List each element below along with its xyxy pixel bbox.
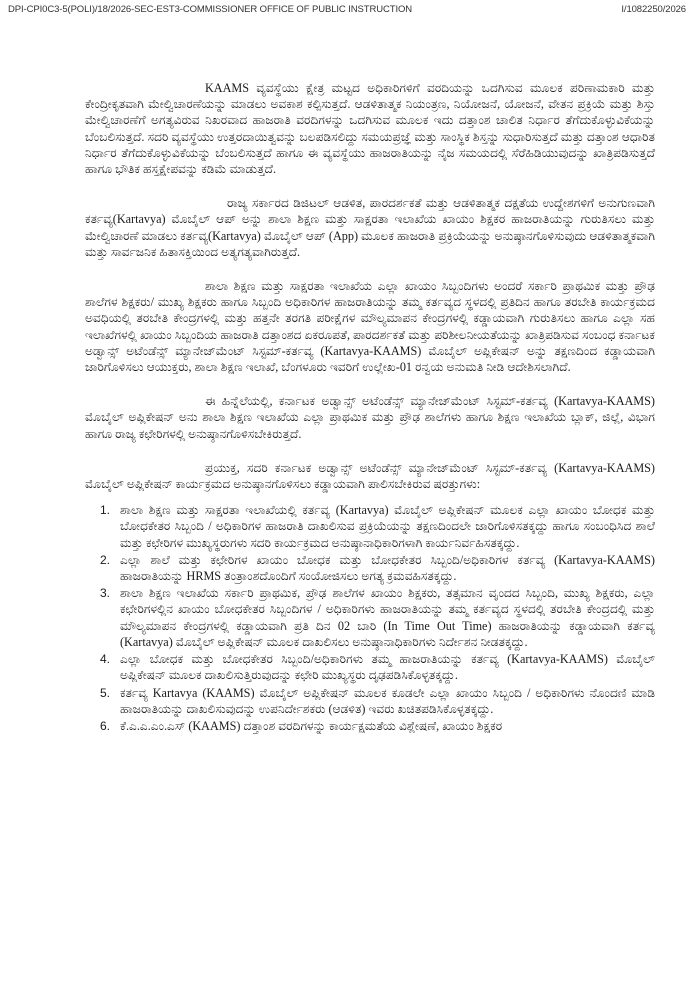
document-number: I/1082250/2026 (621, 4, 686, 15)
document-body (85, 80, 655, 735)
condition-item (100, 685, 655, 717)
condition-number: 1. (100, 503, 111, 518)
condition-number: 4. (100, 652, 111, 667)
paragraph-attendance-mandate: ಶಾಲಾ ಶಿಕ್ಷಣ ಮತ್ತು ಸಾಕ್ಷರತಾ ಇಲಾಖೆಯ ಎಲ್ಲಾ ಖಾಯಂ ಸಿಬ್ಬಂದಿಗಳು ಅಂದರೆ ಸರ್ಕಾರಿ ಪ್ರಾಥಮಿಕ ಮತ್ತು ಪ್ರೌಢ ಶಾಲೆಗಳ ಶಿಕ್ಷಕರು/ ಮುಖ್ಯ ಶಿಕ್ಷಕರು ಹಾಗೂ ಸಿಬ್ಬಂದಿ ಅಧಿಕಾರಿಗಳ ಹಾಜರಾತಿಯನ್ನು ತಮ್ಮ ಕರ್ತವ್ಯದ ಸ್ಥಳದಲ್ಲಿ ಪ್ರತಿದಿನ ಹಾಗೂ ತರಬೇತಿ ಕಾರ್ಯಕ್ರಮದ ಅವಧಿಯಲ್ಲಿ ತರಬೇತಿ ಕೇಂದ್ರಗಳಲ್ಲಿ ಮತ್ತು ಹತ್ತನೇ ತರಗತಿ ಪರೀಕ್ಷೆಗಳ ಮೌಲ್ಯಮಾಪನ ಕೇಂದ್ರಗಳಲ್ಲಿ ಕಡ್ಡಾಯವಾಗಿ ಗುರುತಿಸಲು ಹಾಗೂ ಎಲ್ಲಾ ಸಹ ಇಲಾಖೆಗಳಲ್ಲಿ ಖಾಯಂ ಸಿಬ್ಬಂದಿಯ ಹಾಜರಾತಿ ದತ್ತಾಂಶದ ಏಕರೂಪತೆ, ಪಾರದರ್ಶಕತೆ ಮತ್ತು ಪರಿಶೀಲನೀಯತೆಯನ್ನು ಖಾತ್ರಿಪಡಿಸುವ ಸಂಬಂಧ ಕರ್ನಾಟಕ ಅಡ್ವಾನ್ಸ್ ಅಟೆಂಡೆನ್ಸ್ ಮ್ಯಾನೇಜ್‌ಮೆಂಟ್ ಸಿಸ್ಟಮ್-ಕರ್ತವ್ಯ (Kartavya-KAAMS) ಮೊಬೈಲ್ ಅಪ್ಲಿಕೇಷನ್ ಅನ್ನು ತಕ್ಷಣದಿಂದ ಕಡ್ಡಾಯವಾಗಿ ಜಾರಿಗೊಳಿಸಲು ಆಯುಕ್ತರು, ಶಾಲಾ ಶಿಕ್ಷಣ ಇಲಾಖೆ, ಬೆಂಗಳೂರು ಇವರಿಗೆ ಉಲ್ಲೇಖ-01 ರನ್ವಯ ಅನುಮತಿ ನೀಡಿ ಆದೇಶಿಸಲಾಗಿದೆ. (85, 279, 656, 375)
condition-item (100, 502, 655, 551)
conditions-list (85, 502, 655, 734)
condition-item (100, 585, 655, 650)
condition-item (100, 651, 655, 683)
condition-number: 5. (100, 685, 111, 700)
paragraph-conditions-intro: ಪ್ರಯುಕ್ತ, ಸದರಿ ಕರ್ನಾಟಕ ಅಡ್ವಾನ್ಸ್ ಅಟೆಂಡೆನ್ಸ್ ಮ್ಯಾನೇಜ್‌ಮೆಂಟ್ ಸಿಸ್ಟಮ್-ಕರ್ತವ್ಯ (Kartavya-KAAMS) ಮೊಬೈಲ್ ಅಪ್ಲಿಕೇಷನ್ ಕಾರ್ಯಕ್ರಮದ ಅನುಷ್ಠಾನಗೊಳಿಸಲು ಕಡ್ಡಾಯವಾಗಿ ಪಾಲಿಸಬೇಕಿರುವ ಷರತ್ತುಗಳು: (85, 460, 655, 492)
paragraph-digital-governance: ರಾಜ್ಯ ಸರ್ಕಾರದ ಡಿಜಿಟಲ್ ಆಡಳಿತ, ಪಾರದರ್ಶಕತೆ ಮತ್ತು ಆಡಳಿತಾತ್ಮಕ ದಕ್ಷತೆಯ ಉದ್ದೇಶಗಳಿಗೆ ಅನುಗುಣವಾಗಿ ಕರ್ತವ್ಯ(Kartavya) ಮೊಬೈಲ್ ಆಪ್ ಅನ್ನು ಶಾಲಾ ಶಿಕ್ಷಣ ಮತ್ತು ಸಾಕ್ಷರತಾ ಇಲಾಖೆಯ ಖಾಯಂ ಶಿಕ್ಷಕರ ಹಾಜರಾತಿಯನ್ನು ಗುರುತಿಸಲು ಮತ್ತು ಮೇಲ್ವಿಚಾರಣೆ ಮಾಡಲು ಕರ್ತವ್ಯ(Kartavya) ಮೊಬೈಲ್ ಆಪ್ (App) ಮೂಲಕ ಹಾಜರಾತಿ ಪ್ರಕ್ರಿಯೆಯನ್ನು ಅನುಷ್ಠಾನಗೊಳಿಸುವುದು ಆಡಳಿತಾತ್ಮಕವಾಗಿ ಮತ್ತು ಸಾರ್ವಜನಿಕ ಹಿತಾಸಕ್ತಿಯಿಂದ ಅತ್ಯಗತ್ಯವಾಗಿರುತ್ತದೆ. (85, 196, 655, 259)
condition-text: ಕರ್ತವ್ಯ Kartavya (KAAMS) ಮೊಬೈಲ್ ಅಪ್ಲಿಕೇಷನ್ ಮೂಲಕ ಕೂಡಲೇ ಎಲ್ಲಾ ಖಾಯಂ ಸಿಬ್ಬಂದಿ / ಅಧಿಕಾರಿಗಳು ನೊಂದಣಿ ಮಾಡಿ ಹಾಜರಾತಿಯನ್ನು ದಾಖಲಿಸುವುದನ್ನು ಉಪನಿರ್ದೇಶಕರು (ಆಡಳಿತ) ಇವರು ಖಚಿತಪಡಿಸಿಕೊಳ್ಳತಕ್ಕದ್ದು. (120, 685, 655, 716)
condition-text: ಎಲ್ಲಾ ಬೋಧಕ ಮತ್ತು ಬೋಧಕೇತರ ಸಿಬ್ಬಂದಿ/ಅಧಿಕಾರಿಗಳು ತಮ್ಮ ಹಾಜರಾತಿಯನ್ನು ಕರ್ತವ್ಯ (Kartavya-KAAMS) ಮೊಬೈಲ್ ಅಪ್ಲಿಕೇಷನ್ ಮೂಲಕ ದಾಖಲಿಸುತ್ತಿರುವುದನ್ನು ಕಛೇರಿ ಮುಖ್ಯಸ್ಥರು ದೃಢಪಡಿಸಿಕೊಳ್ಳತಕ್ಕದ್ದು. (120, 652, 655, 683)
page-header (8, 4, 686, 18)
condition-number: 2. (100, 552, 111, 567)
paragraph-implementation-scope: ಈ ಹಿನ್ನೆಲೆಯಲ್ಲಿ, ಕರ್ನಾಟಕ ಅಡ್ವಾನ್ಸ್ ಅಟೆಂಡೆನ್ಸ್ ಮ್ಯಾನೇಜ್‌ಮೆಂಟ್ ಸಿಸ್ಟಮ್-ಕರ್ತವ್ಯ (Kartavya-KAAMS) ಮೊಬೈಲ್ ಅಪ್ಲಿಕೇಷನ್ ಅನು ಶಾಲಾ ಶಿಕ್ಷಣ ಇಲಾಖೆಯ ಎಲ್ಲಾ ಪ್ರಾಥಮಿಕ ಮತ್ತು ಪ್ರೌಢ ಶಾಲೆಗಳು ಹಾಗೂ ಶಿಕ್ಷಣ ಇಲಾಖೆಯ ಬ್ಲಾಕ್, ಜಿಲ್ಲೆ, ವಿಭಾಗ ಹಾಗೂ ರಾಜ್ಯ ಕಛೇರಿಗಳಲ್ಲಿ ಅನುಷ್ಠಾನಗೊಳಿಸಬೇಕಿರುತ್ತದೆ. (85, 394, 655, 441)
condition-number: 3. (100, 586, 111, 601)
condition-text: ಶಾಲಾ ಶಿಕ್ಷಣ ಇಲಾಖೆಯ ಸರ್ಕಾರಿ ಪ್ರಾಥಮಿಕ, ಪ್ರೌಢ ಶಾಲೆಗಳ ಖಾಯಂ ಶಿಕ್ಷಕರು, ತತ್ಸಮಾನ ವೃಂದದ ಸಿಬ್ಬಂದಿ, ಮುಖ್ಯ ಶಿಕ್ಷಕರು, ಎಲ್ಲಾ ಕಛೇರಿಗಳಲ್ಲಿನ ಖಾಯಂ ಬೋಧಕೇತರ ಸಿಬ್ಬಂದಿಗಳ / ಅಧಿಕಾರಿಗಳು ಹಾಜರಾತಿಯನ್ನು ತಮ್ಮ ಕರ್ತವ್ಯದ ಸ್ಥಳದಲ್ಲಿ ತರಬೇತಿ ಕೇಂದ್ರದಲ್ಲಿ ಮತ್ತು ಮೌಲ್ಯಮಾಪನ ಕೇಂದ್ರಗಳಲ್ಲಿ ಕಡ್ಡಾಯವಾಗಿ ಪ್ರತಿ ದಿನ 02 ಬಾರಿ (In Time Out Time) ಹಾಜರಾತಿಯನ್ನು ಕಡ್ಡಾಯವಾಗಿ ಕರ್ತವ್ಯ (Kartavya) ಮೊಬೈಲ್ ಅಪ್ಲಿಕೇಷನ್ ಮೂಲಕ ದಾಖಲಿಸಲು ಅನುಷ್ಠಾನಾಧಿಕಾರಿಗಳು ನಿರ್ದೇಶನ ನೀಡತಕ್ಕದ್ದು. (120, 586, 655, 649)
paragraph-kaams-overview: KAAMS ವ್ಯವಸ್ಥೆಯು ಕ್ಷೇತ್ರ ಮಟ್ಟದ ಅಧಿಕಾರಿಗಳಿಗೆ ವರದಿಯನ್ನು ಒದಗಿಸುವ ಮೂಲಕ ಪರಿಣಾಮಕಾರಿ ಮತ್ತು ಕೇಂದ್ರೀಕೃತವಾಗಿ ಮೇಲ್ವಿಚಾರಣೆಯನ್ನು ಮಾಡಲು ಅವಕಾಶ ಕಲ್ಪಿಸುತ್ತದೆ. ಆಡಳಿತಾತ್ಮಕ ನಿಯಂತ್ರಣ, ನಿಯೋಜನೆ, ಯೋಜನೆ, ವೇತನ ಪ್ರಕ್ರಿಯೆ ಮತ್ತು ಶಿಸ್ತು ಮೇಲ್ವಿಚಾರಣೆಗೆ ಅಗತ್ಯವಿರುವ ನಿಖರವಾದ ಹಾಜರಾತಿ ವರದಿಗಳನ್ನು ಒದಗಿಸುವ ಮೂಲಕ ಇದು ದತ್ತಾಂಶ ಚಾಲಿತ ನಿರ್ಧಾರ ತೆಗೆದುಕೊಳ್ಳುವಿಕೆಯನ್ನು ಬೆಂಬಲಿಸುತ್ತದೆ. ಸದರಿ ವ್ಯವಸ್ಥೆಯು ಉತ್ತರದಾಯಿತ್ವವನ್ನು ಬಲಪಡಿಸಲಿದ್ದು ಸಮಯಪ್ರಜ್ಞೆ ಮತ್ತು ಸಾಂಸ್ಥಿಕ ಶಿಸ್ತನ್ನು ಸುಧಾರಿಸುತ್ತದೆ ಮತ್ತು ದತ್ತಾಂಶ ಆಧಾರಿತ ನಿರ್ಧಾರ ತೆಗೆದುಕೊಳ್ಳುವಿಕೆಯನ್ನು ಬೆಂಬಲಿಸುತ್ತದೆ ಹಾಗೂ ಈ ವ್ಯವಸ್ಥೆಯು ಹಾಜರಾತಿಯನ್ನು ನೈಜ ಸಮಯದಲ್ಲಿ ಸೆರೆಹಿಡಿಯುವುದನ್ನು ಖಾತ್ರಿಪಡಿಸುತ್ತದೆ ಹಾಗೂ ಭೌತಿಕ ಹಸ್ತಕ್ಷೇಪವನ್ನು ಕಡಿಮೆ ಮಾಡುತ್ತದೆ. (85, 81, 655, 177)
file-reference: DPI-CPI0C3-5(POLI)/18/2026-SEC-EST3-COMMISSIONER OFFICE OF PUBLIC INSTRUCTION (8, 4, 413, 15)
condition-text: ಕೆ.ಎ.ಎ.ಎಂ.ಎಸ್ (KAAMS) ದತ್ತಾಂಶ ವರದಿಗಳನ್ನು ಕಾರ್ಯಕ್ಷಮತೆಯ ವಿಶ್ಲೇಷಣೆ, ಖಾಯಂ ಶಿಕ್ಷಕರ (120, 718, 503, 733)
condition-text: ಎಲ್ಲಾ ಶಾಲೆ ಮತ್ತು ಕಛೇರಿಗಳ ಖಾಯಂ ಬೋಧಕ ಮತ್ತು ಬೋಧಕೇತರ ಸಿಬ್ಬಂದಿ/ಅಧಿಕಾರಿಗಳ ಕರ್ತವ್ಯ (Kartavya-KAAMS) ಹಾಜರಾತಿಯನ್ನು HRMS ತಂತ್ರಾಂಶದೊಂದಿಗೆ ಸಂಯೋಜಿಸಲು ಅಗತ್ಯ ಕ್ರಮವಹಿಸತಕ್ಕದ್ದು. (120, 552, 655, 584)
condition-text: ಶಾಲಾ ಶಿಕ್ಷಣ ಮತ್ತು ಸಾಕ್ಷರತಾ ಇಲಾಖೆಯಲ್ಲಿ ಕರ್ತವ್ಯ (Kartavya) ಮೊಬೈಲ್ ಅಪ್ಲಿಕೇಷನ್ ಮೂಲಕ ಎಲ್ಲಾ ಖಾಯಂ ಬೋಧಕ ಮತ್ತು ಬೋಧಕೇತರ ಸಿಬ್ಬಂದಿ / ಅಧಿಕಾರಿಗಳ ಹಾಜರಾತಿ ದಾಖಲಿಸುವ ಪ್ರಕ್ರಿಯೆಯನ್ನು ತಕ್ಷಣದಿಂದಲೇ ಜಾರಿಗೊಳಿಸತಕ್ಕದ್ದು ಹಾಗೂ ಸಂಬಂಧಿಸಿದ ಶಾಲೆ ಮತ್ತು ಕಛೇರಿಗಳ ಮುಖ್ಯಸ್ಥರುಗಳು ಸದರಿ ಕಾರ್ಯಕ್ರಮದ ಅನುಷ್ಠಾನಾಧಿಕಾರಿಗಳಾಗಿ ಕಾರ್ಯನಿರ್ವಹಿಸತಕ್ಕದ್ದು. (120, 503, 655, 550)
condition-item (100, 718, 655, 734)
condition-item (100, 552, 655, 584)
condition-number: 6. (100, 718, 111, 733)
